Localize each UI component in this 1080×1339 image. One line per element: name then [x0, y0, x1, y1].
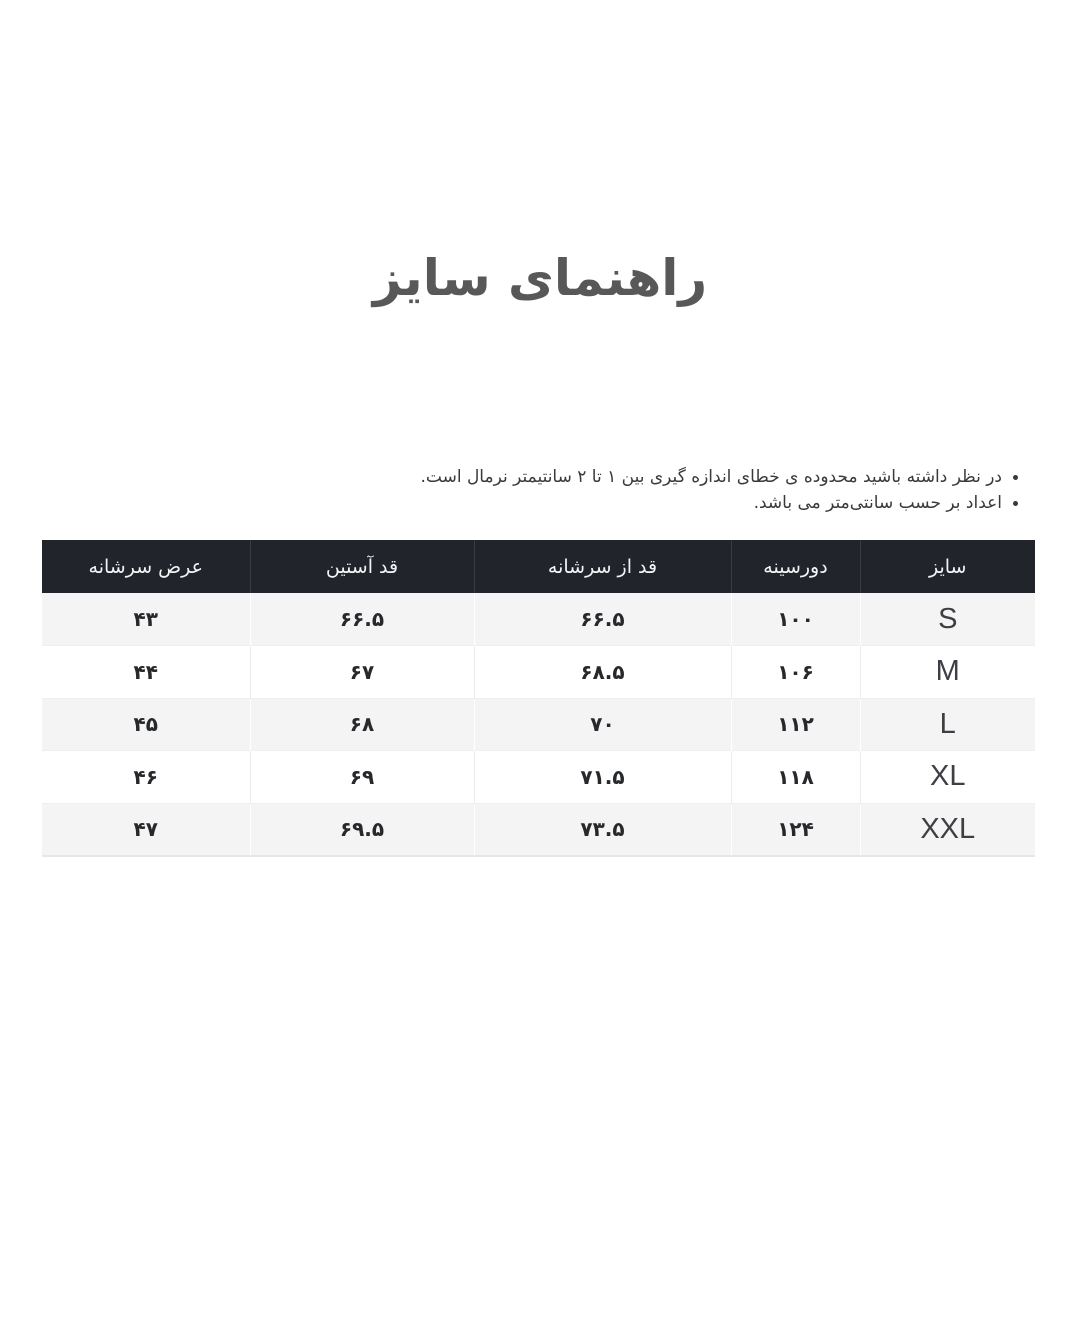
cell-chest: ۱۰۶ — [731, 646, 860, 699]
page-title: راهنمای سایز — [372, 249, 708, 307]
measurement-notes — [0, 465, 1020, 516]
table-row-l — [42, 698, 1035, 751]
cell-shoulder-width: ۴۵ — [42, 698, 250, 751]
table-row-m — [42, 646, 1035, 699]
cell-sleeve-length: ۶۹.۵ — [250, 803, 474, 856]
cell-chest: ۱۲۴ — [731, 803, 860, 856]
cell-size: S — [938, 602, 958, 635]
col-header-sleeve-length: قد آستین — [250, 540, 474, 593]
cell-shoulder-width: ۴۳ — [42, 593, 250, 646]
cell-chest: ۱۰۰ — [731, 593, 860, 646]
col-header-size: سایز — [860, 540, 1035, 593]
cell-sleeve-length: ۶۷ — [250, 646, 474, 699]
size-table-container — [42, 540, 1035, 857]
table-row-s — [42, 593, 1035, 646]
cell-length-from-shoulder: ۶۶.۵ — [474, 593, 731, 646]
cell-sleeve-length: ۶۸ — [250, 698, 474, 751]
cell-sleeve-length: ۶۹ — [250, 751, 474, 804]
size-table — [42, 540, 1035, 857]
cell-sleeve-length: ۶۶.۵ — [250, 593, 474, 646]
col-header-shoulder-width: عرض سرشانه — [42, 540, 250, 593]
cell-length-from-shoulder: ۷۰ — [474, 698, 731, 751]
note-measurement-tolerance: • در نظر داشته باشید محدوده ی خطای اندازه گیری بین ۱ تا ۲ سانتیمتر نرمال است. — [0, 465, 1002, 491]
table-row-xxl — [42, 803, 1035, 856]
cell-size: L — [860, 698, 1035, 751]
cell-size: M — [860, 646, 1035, 699]
cell-length-from-shoulder: ۷۳.۵ — [474, 803, 731, 856]
cell-length-from-shoulder: ۶۸.۵ — [474, 646, 731, 699]
cell-shoulder-width: ۴۶ — [42, 751, 250, 804]
cell-chest: ۱۱۲ — [731, 698, 860, 751]
cell-size: XL — [860, 751, 1035, 804]
note-unit-centimeter: • اعداد بر حسب سانتی‌متر می باشد. — [0, 491, 1002, 517]
cell-shoulder-width: ۴۴ — [42, 646, 250, 699]
header-row — [42, 540, 1035, 593]
size-table-body — [42, 593, 1035, 856]
cell-length-from-shoulder: ۷۱.۵ — [474, 751, 731, 804]
cell-chest: ۱۱۸ — [731, 751, 860, 804]
cell-size: XXL — [860, 803, 1035, 856]
size-table-header — [42, 540, 1035, 593]
table-row-xl — [42, 751, 1035, 804]
cell-shoulder-width: ۴۷ — [42, 803, 250, 856]
col-header-length-from-shoulder: قد از سرشانه — [474, 540, 731, 593]
col-header-chest: دورسینه — [731, 540, 860, 593]
